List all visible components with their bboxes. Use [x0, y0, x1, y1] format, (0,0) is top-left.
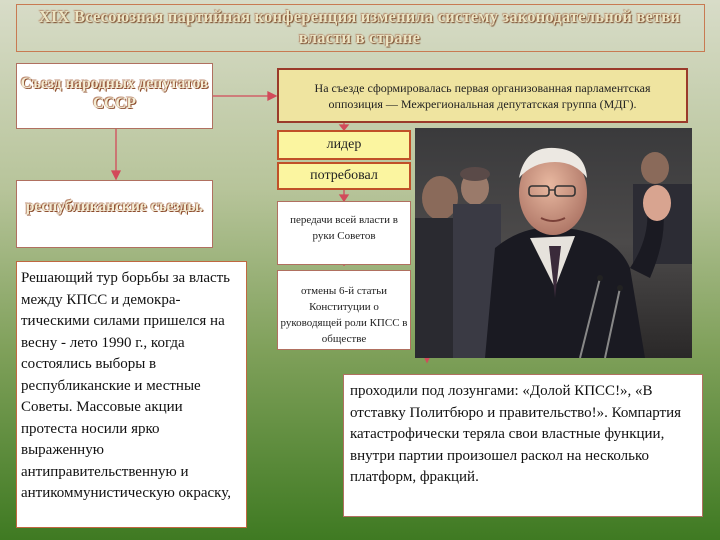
opposition-box: На съезде сформировалась первая организованная парламентская оппозиция — Межрегиональная депутатская группа (МДГ). — [277, 68, 688, 123]
slogans-text: проходили под лозунгами: «Долой КПСС!», «В отставку Политбюро и правительство!». Компартия катастрофически теряла свои властные функции, внутри партии произошел раскол на несколько платформ, фракций. — [343, 374, 703, 517]
abolish-article-box: отмены 6-й статьи Конституции о руководящей роли КПСС в обществе — [277, 270, 411, 350]
slide-title: XIX Всесоюзная партийная конференция изменила систему законодательной ветви власти в стране — [38, 7, 681, 47]
transfer-power-box: передачи всей власти в руки Советов — [277, 201, 411, 265]
leader-label: лидер — [277, 130, 411, 160]
congress-label: Съезд народных депутатов СССР — [20, 75, 209, 112]
demanded-label: потребовал — [277, 162, 411, 190]
speaker-photo — [415, 128, 692, 358]
republican-label: республиканские съезды. — [25, 198, 204, 215]
decisive-round-text: Решающий тур борьбы за власть между КПСС и демокра-тическими силами пришелся на весну - лето 1990 г., когда состоялись выборы в республиканские и местные Советы. Массовые акции протеста носили ярко выраженную антиправительственную и антикоммунистическую окраску, — [16, 261, 247, 528]
